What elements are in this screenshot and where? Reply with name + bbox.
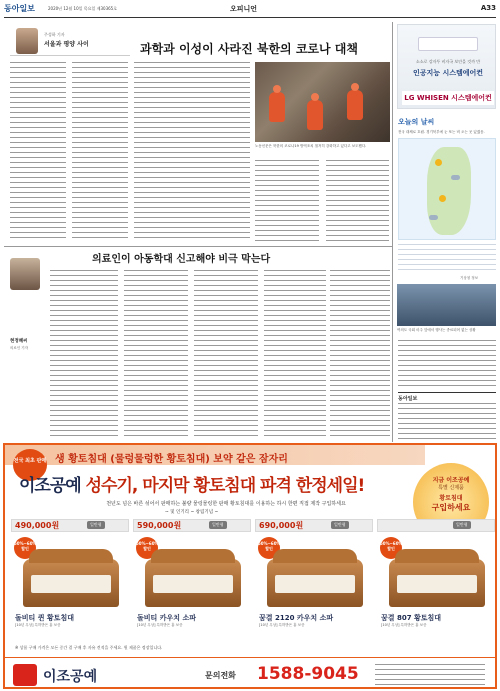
photo-figure xyxy=(307,100,323,130)
article2-text-col3 xyxy=(194,270,258,438)
columnist-role: 주성하 기자 xyxy=(44,32,65,37)
phone-number[interactable]: 1588-9045 xyxy=(257,664,359,684)
ad-tagline: 소소로 강자투 비자국 보안을 것까 만 xyxy=(415,59,481,64)
price-value: 690,000원 xyxy=(259,521,304,530)
product-price xyxy=(11,519,129,532)
promo-line-4: 구입하세요 xyxy=(431,503,471,512)
sidebar-photo xyxy=(397,284,496,326)
photo-figure xyxy=(347,90,363,120)
section-name: 오피니언 xyxy=(230,5,258,13)
ad-badge: 전국 최초 판매 xyxy=(13,449,47,481)
weather-summary: 전국 대체로 흐림. 경기북부에 눈 또는 비 오는 곳 있겠음. xyxy=(398,130,485,134)
ad-description: 천년도 넘은 바른 섞어서 판매하는 불량 물렁물렁한 판매 황토침대를 이용하는 하시 한편 직접 제작 구입하세요 xyxy=(106,501,346,507)
bed-image xyxy=(145,559,241,607)
ad-headline-highlight: 성수기, 마지막 황토침대 파격 한정세일! xyxy=(85,476,365,496)
article1-text-col3 xyxy=(134,62,250,242)
article1-text-col4 xyxy=(255,160,319,242)
issue-date: 2020년 12월 10일 목요일 제30365호 xyxy=(48,6,118,11)
ad-note: ※ 상품 구매 가격은 모든 중간 결 구매 후 자유 견적을 주세요. 원 제품은 정장입니다. xyxy=(15,645,163,650)
phone-label: 문의전화 xyxy=(205,671,236,680)
product-name: 꿈결 2120 카우치 소파 xyxy=(259,614,334,622)
discount-badge: 50%~60% 할인 xyxy=(258,537,280,559)
product-price xyxy=(377,519,495,532)
discount-badge: 50%~60% 할인 xyxy=(380,537,402,559)
article2-text-col2 xyxy=(124,270,188,438)
paper-logo: 동아일보 xyxy=(4,4,35,13)
product-card[interactable] xyxy=(255,519,373,645)
info-box-text xyxy=(398,403,496,443)
product-price xyxy=(133,519,251,532)
ad-headline: 인공지능 시스템에어컨 xyxy=(412,69,484,77)
article1-headline: 과학과 이성이 사라진 북한의 코로나 대책 xyxy=(140,42,358,56)
section-divider xyxy=(4,246,392,247)
columnist-role: 의료인 기자 xyxy=(10,346,29,350)
discount-badge: 50%~60% 할인 xyxy=(14,537,36,559)
cloud-icon xyxy=(451,175,460,180)
ad-headline xyxy=(19,471,364,496)
product-name: 꿈결 807 황토침대 xyxy=(381,614,442,622)
air-conditioner-image xyxy=(418,37,478,51)
sidebar-ad[interactable] xyxy=(397,24,496,109)
weather-map xyxy=(398,138,496,240)
column-name: 서울과 평양 사이 xyxy=(44,41,89,48)
price-value: 590,000원 xyxy=(137,521,182,530)
article2-text-col5 xyxy=(330,270,390,438)
product-type: 일반형 xyxy=(87,521,105,529)
article1-text-col2 xyxy=(72,62,128,242)
article1-photo xyxy=(255,62,390,142)
promo-line-2: 특별 신제품 xyxy=(438,485,464,491)
article1-text-col5 xyxy=(326,160,389,242)
product-card[interactable] xyxy=(11,519,129,645)
product-type: 일반형 xyxy=(453,521,471,529)
product-name: 돌비티 퀸 황토침대 xyxy=(15,614,74,622)
product-desc: [10년 무상] 특허받은 홈 보증 xyxy=(137,623,183,627)
weather-title: 오늘의 날씨 xyxy=(398,118,435,126)
article2-headline: 의료인이 아동학대 신고해야 비극 막는다 xyxy=(92,254,271,265)
product-desc: [10년 무상] 특허받은 홈 보증 xyxy=(381,623,427,627)
sun-icon xyxy=(435,159,442,166)
bed-image xyxy=(389,559,485,607)
promo-line-1: 지금 이조공예 xyxy=(432,477,470,484)
product-desc: [10년 무상] 특허받은 홈 보증 xyxy=(15,623,61,627)
product-card[interactable] xyxy=(377,519,495,645)
product-type: 일반형 xyxy=(331,521,349,529)
columnist-box xyxy=(10,26,130,56)
cloud-icon xyxy=(429,215,438,220)
sun-icon xyxy=(439,195,446,202)
bed-image xyxy=(23,559,119,607)
ad-footer-info xyxy=(375,664,485,686)
article1-text-col1 xyxy=(10,62,66,242)
columnist-name: 현정혜씨 xyxy=(10,339,28,344)
article2-text-col4 xyxy=(264,270,326,438)
product-name: 돌비티 카우치 소파 xyxy=(137,614,196,622)
article2-columnist xyxy=(10,258,46,351)
article2-text-col1 xyxy=(50,270,118,438)
korea-map xyxy=(427,147,471,235)
sidebar-photo-caption: 여의도 국회 마주 앞에서 행사는 종료되어 없는 상황 xyxy=(397,328,476,332)
columnist-photo xyxy=(10,258,40,290)
brand-logo-icon xyxy=(13,664,37,686)
ad-brand-name: 이조공예 xyxy=(43,669,98,685)
ad-subheadline: 생 황토침대 (물렁물렁한 황토침대) 보약 같은 잠자리 xyxy=(55,454,288,465)
article1-photo-caption: 노동신문은 북한의 코로나19 방역조치 철저히 강화하고 있다고 보도했다. xyxy=(255,144,367,148)
page-number: A33 xyxy=(480,4,496,12)
ad-brand: LG WHISEN 시스템에어컨 xyxy=(402,91,494,105)
product-type: 일반형 xyxy=(209,521,227,529)
photo-figure xyxy=(269,92,285,122)
discount-badge: 50%~60% 할인 xyxy=(136,537,158,559)
ad-subnote: ~ 및 인기리 ~ 창립기념 ~ xyxy=(165,510,219,515)
product-desc: [10년 무상] 특허받은 홈 보증 xyxy=(259,623,305,627)
price-value: 490,000원 xyxy=(15,521,60,530)
ad-footer xyxy=(5,657,495,689)
columnist-photo xyxy=(16,28,38,54)
weather-source: 기상청 정보 xyxy=(460,276,479,280)
weather-table xyxy=(398,244,496,274)
newspaper-info-box xyxy=(398,392,496,444)
ad-brand-prefix: 이조공예 xyxy=(19,476,81,496)
product-price xyxy=(255,519,373,532)
sidebar-text xyxy=(398,340,496,388)
product-card[interactable] xyxy=(133,519,251,645)
bed-image xyxy=(267,559,363,607)
masthead xyxy=(4,2,496,18)
promo-line-3: 황토침대 xyxy=(439,495,463,502)
bed-advertisement[interactable] xyxy=(3,443,497,689)
column-divider xyxy=(392,22,393,442)
info-box-title: 동아일보 xyxy=(398,396,418,402)
